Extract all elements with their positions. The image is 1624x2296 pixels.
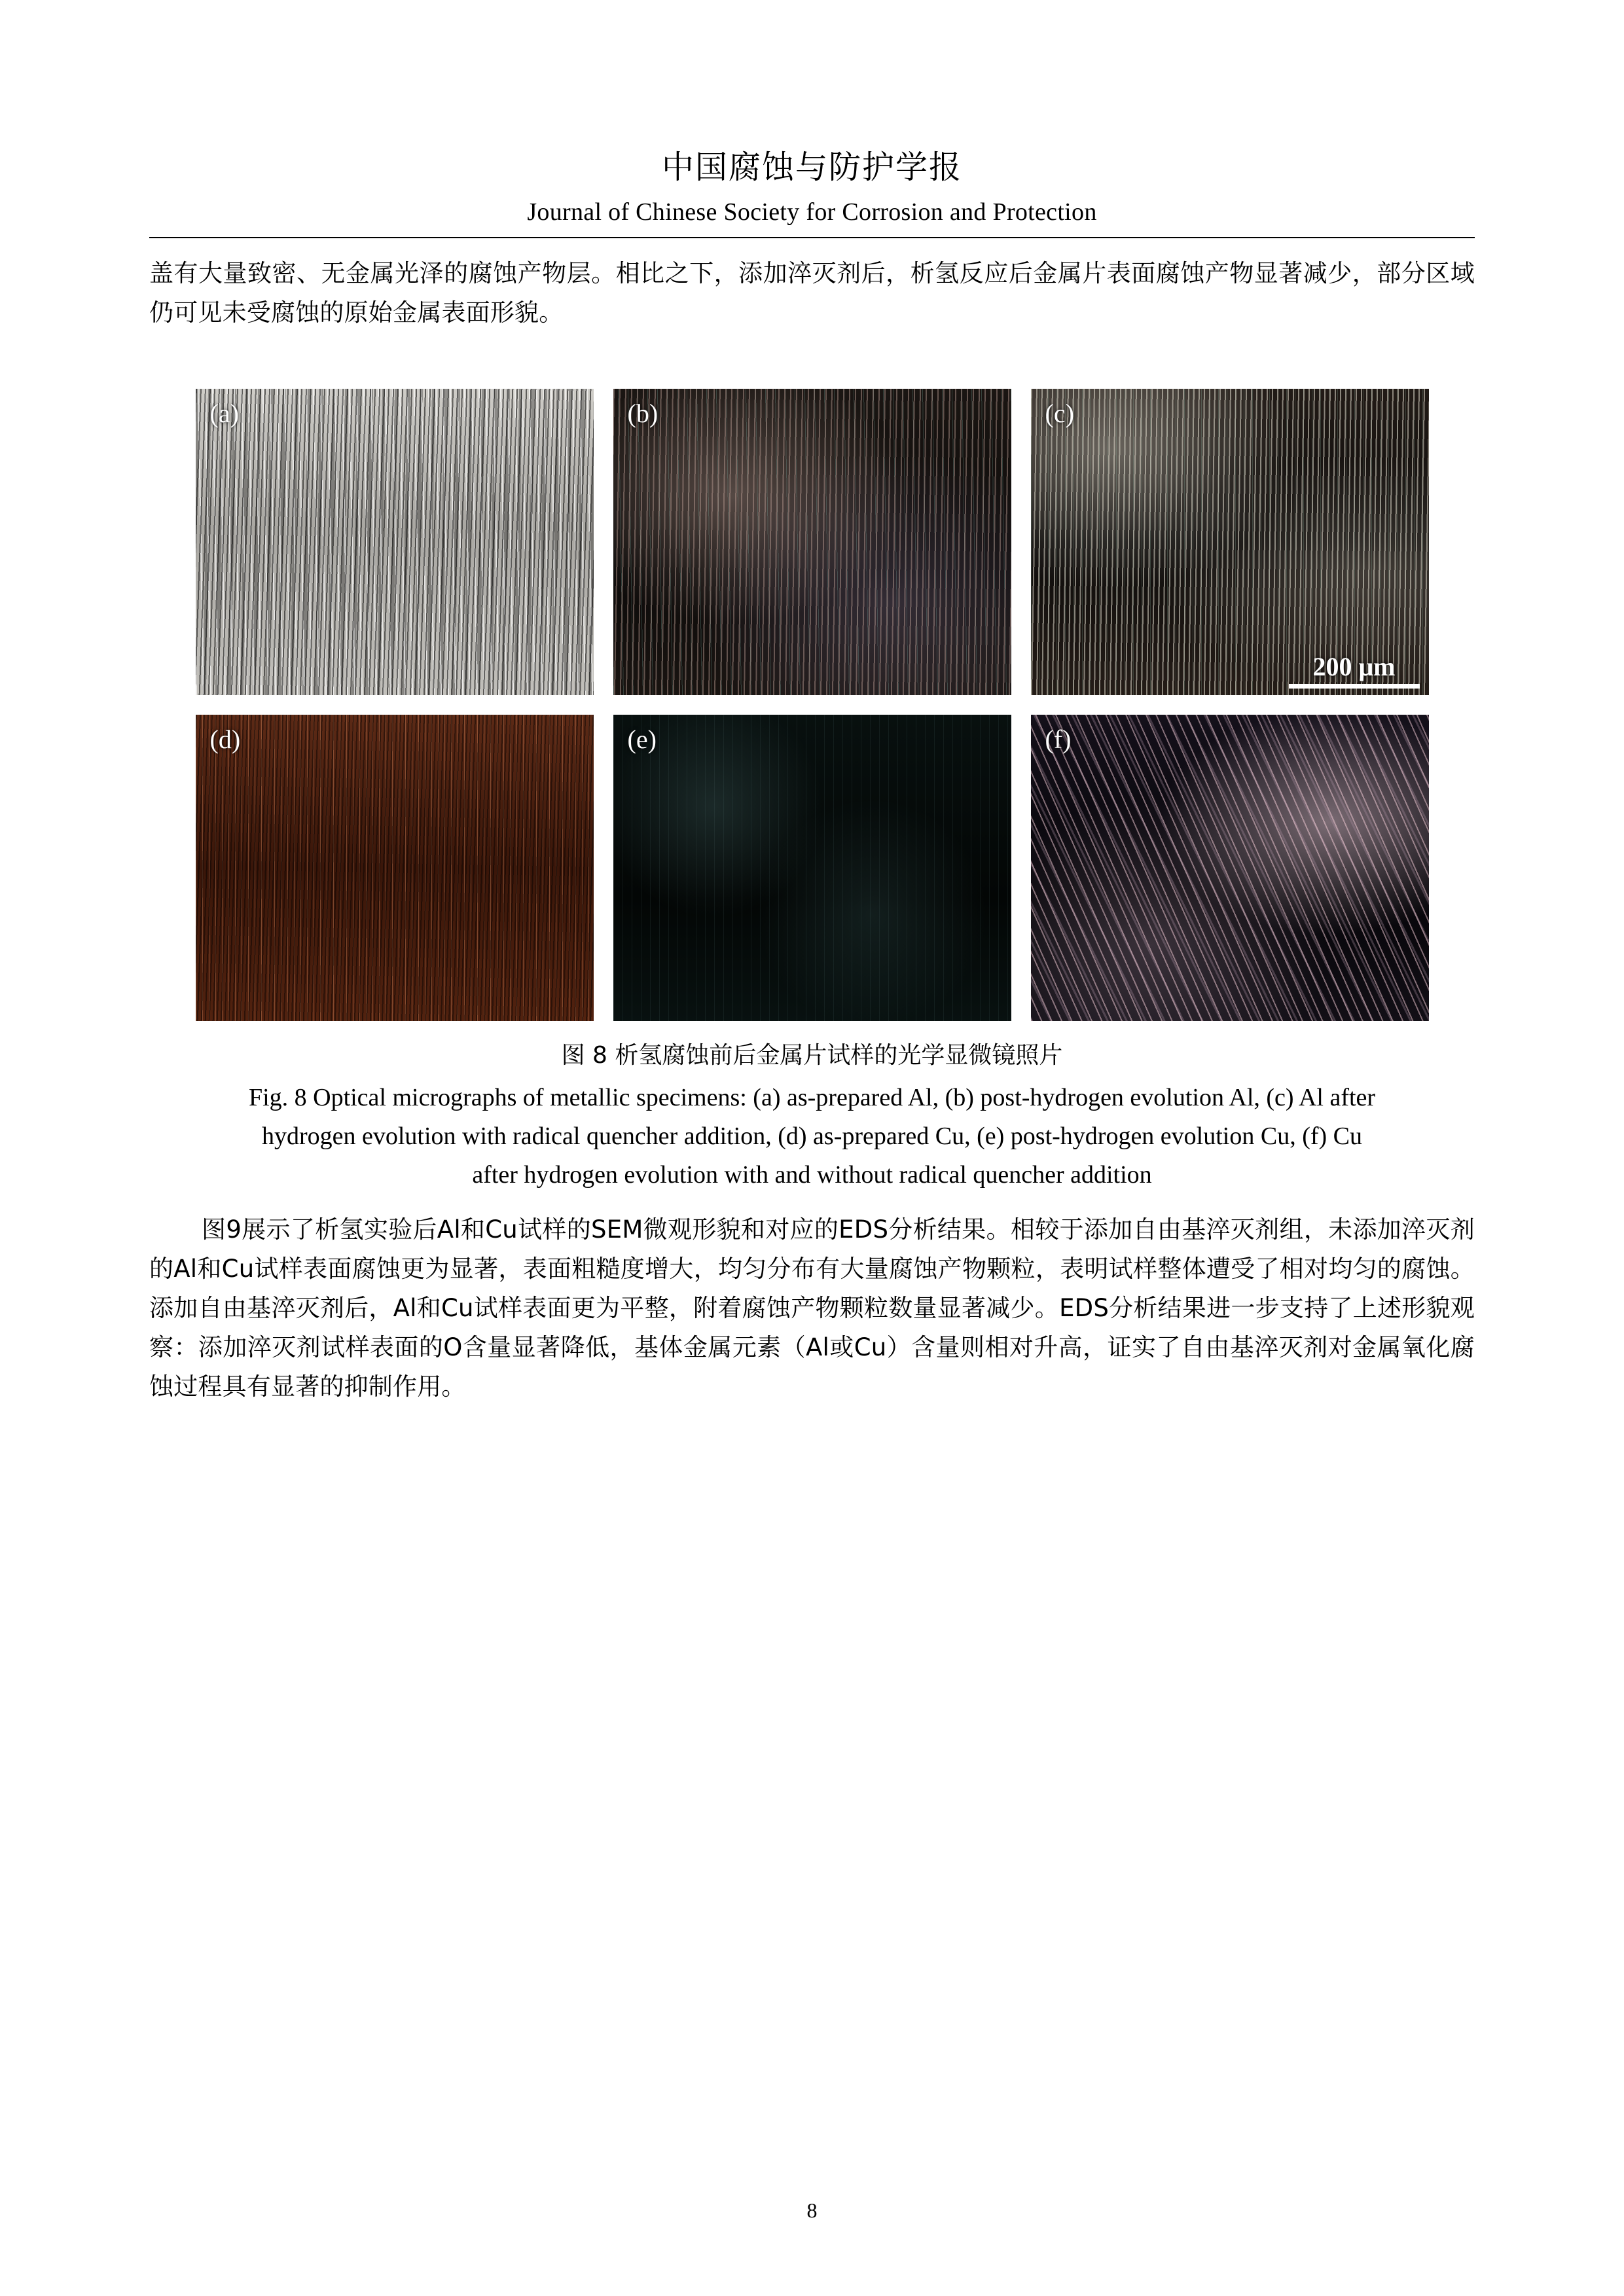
scale-bar-line [1289,684,1420,689]
figure-caption [148,1038,1477,1194]
body-column [149,254,1475,1406]
micrograph-panel-d [196,715,594,1021]
micrograph-panel-c [1031,389,1429,695]
micrograph-panel-e [613,715,1011,1021]
panel-label-c: (c) [1045,399,1074,429]
scale-bar [1289,654,1420,689]
figure-caption-cn: 图 8 析氢腐蚀前后金属片试样的光学显微镜照片 [561,1042,1063,1069]
scale-bar-label: 200 μm [1312,652,1396,682]
micrograph-panel-f [1031,715,1429,1021]
figure-8 [149,389,1475,1194]
panel-label-b: (b) [627,399,659,429]
micrograph-panel-a [196,389,594,695]
journal-title-en: Journal of Chinese Society for Corrosion and Protection [527,198,1097,226]
figure-caption-en-line3: after hydrogen evolution with and without radical quencher addition [472,1160,1152,1189]
header-divider [149,237,1475,238]
page-number: 8 [806,2198,818,2222]
panel-label-a: (a) [209,399,239,429]
journal-title-cn: 中国腐蚀与防护学报 [661,149,962,186]
panel-label-f: (f) [1045,725,1072,755]
micrograph-panel-b [613,389,1011,695]
paragraph-sem-eds: 图9展示了析氢实验后Al和Cu试样的SEM微观形貌和对应的EDS分析结果。相较于添加自由基淬灭剂组，未添加淬灭剂的Al和Cu试样表面腐蚀更为显著，表面粗糙度增大，均匀分布有大量腐蚀产物颗粒，表明试样整体遭受了相对均匀的腐蚀。添加自由基淬灭剂后，Al和Cu试样表面更为平整，附着腐蚀产物颗粒数量显著减少。EDS分析结果进一步支持了上述形貌观察：添加淬灭剂试样表面的O含量显著降低，基体金属元素（Al或Cu）含量则相对升高，证实了自由基淬灭剂对金属氧化腐蚀过程具有显著的抑制作用。 [149,1215,1475,1401]
figure-caption-en-line2: hydrogen evolution with radical quencher addition, (d) as-prepared Cu, (e) post-hydrogen evolution Cu, (f) Cu [261,1122,1363,1151]
panel-label-e: (e) [627,725,657,755]
paragraph-continuation: 盖有大量致密、无金属光泽的腐蚀产物层。相比之下，添加淬灭剂后，析氢反应后金属片表面腐蚀产物显著减少，部分区域仍可见未受腐蚀的原始金属表面形貌。 [149,259,1475,327]
panel-label-d: (d) [209,725,241,755]
page-header [0,0,1624,226]
figure-caption-en [148,1079,1477,1194]
micrograph-grid [196,389,1429,1021]
figure-caption-en-line1: Fig. 8 Optical micrographs of metallic specimens: (a) as-prepared Al, (b) post-hydrogen evolution Al, (c) Al after [248,1084,1376,1112]
